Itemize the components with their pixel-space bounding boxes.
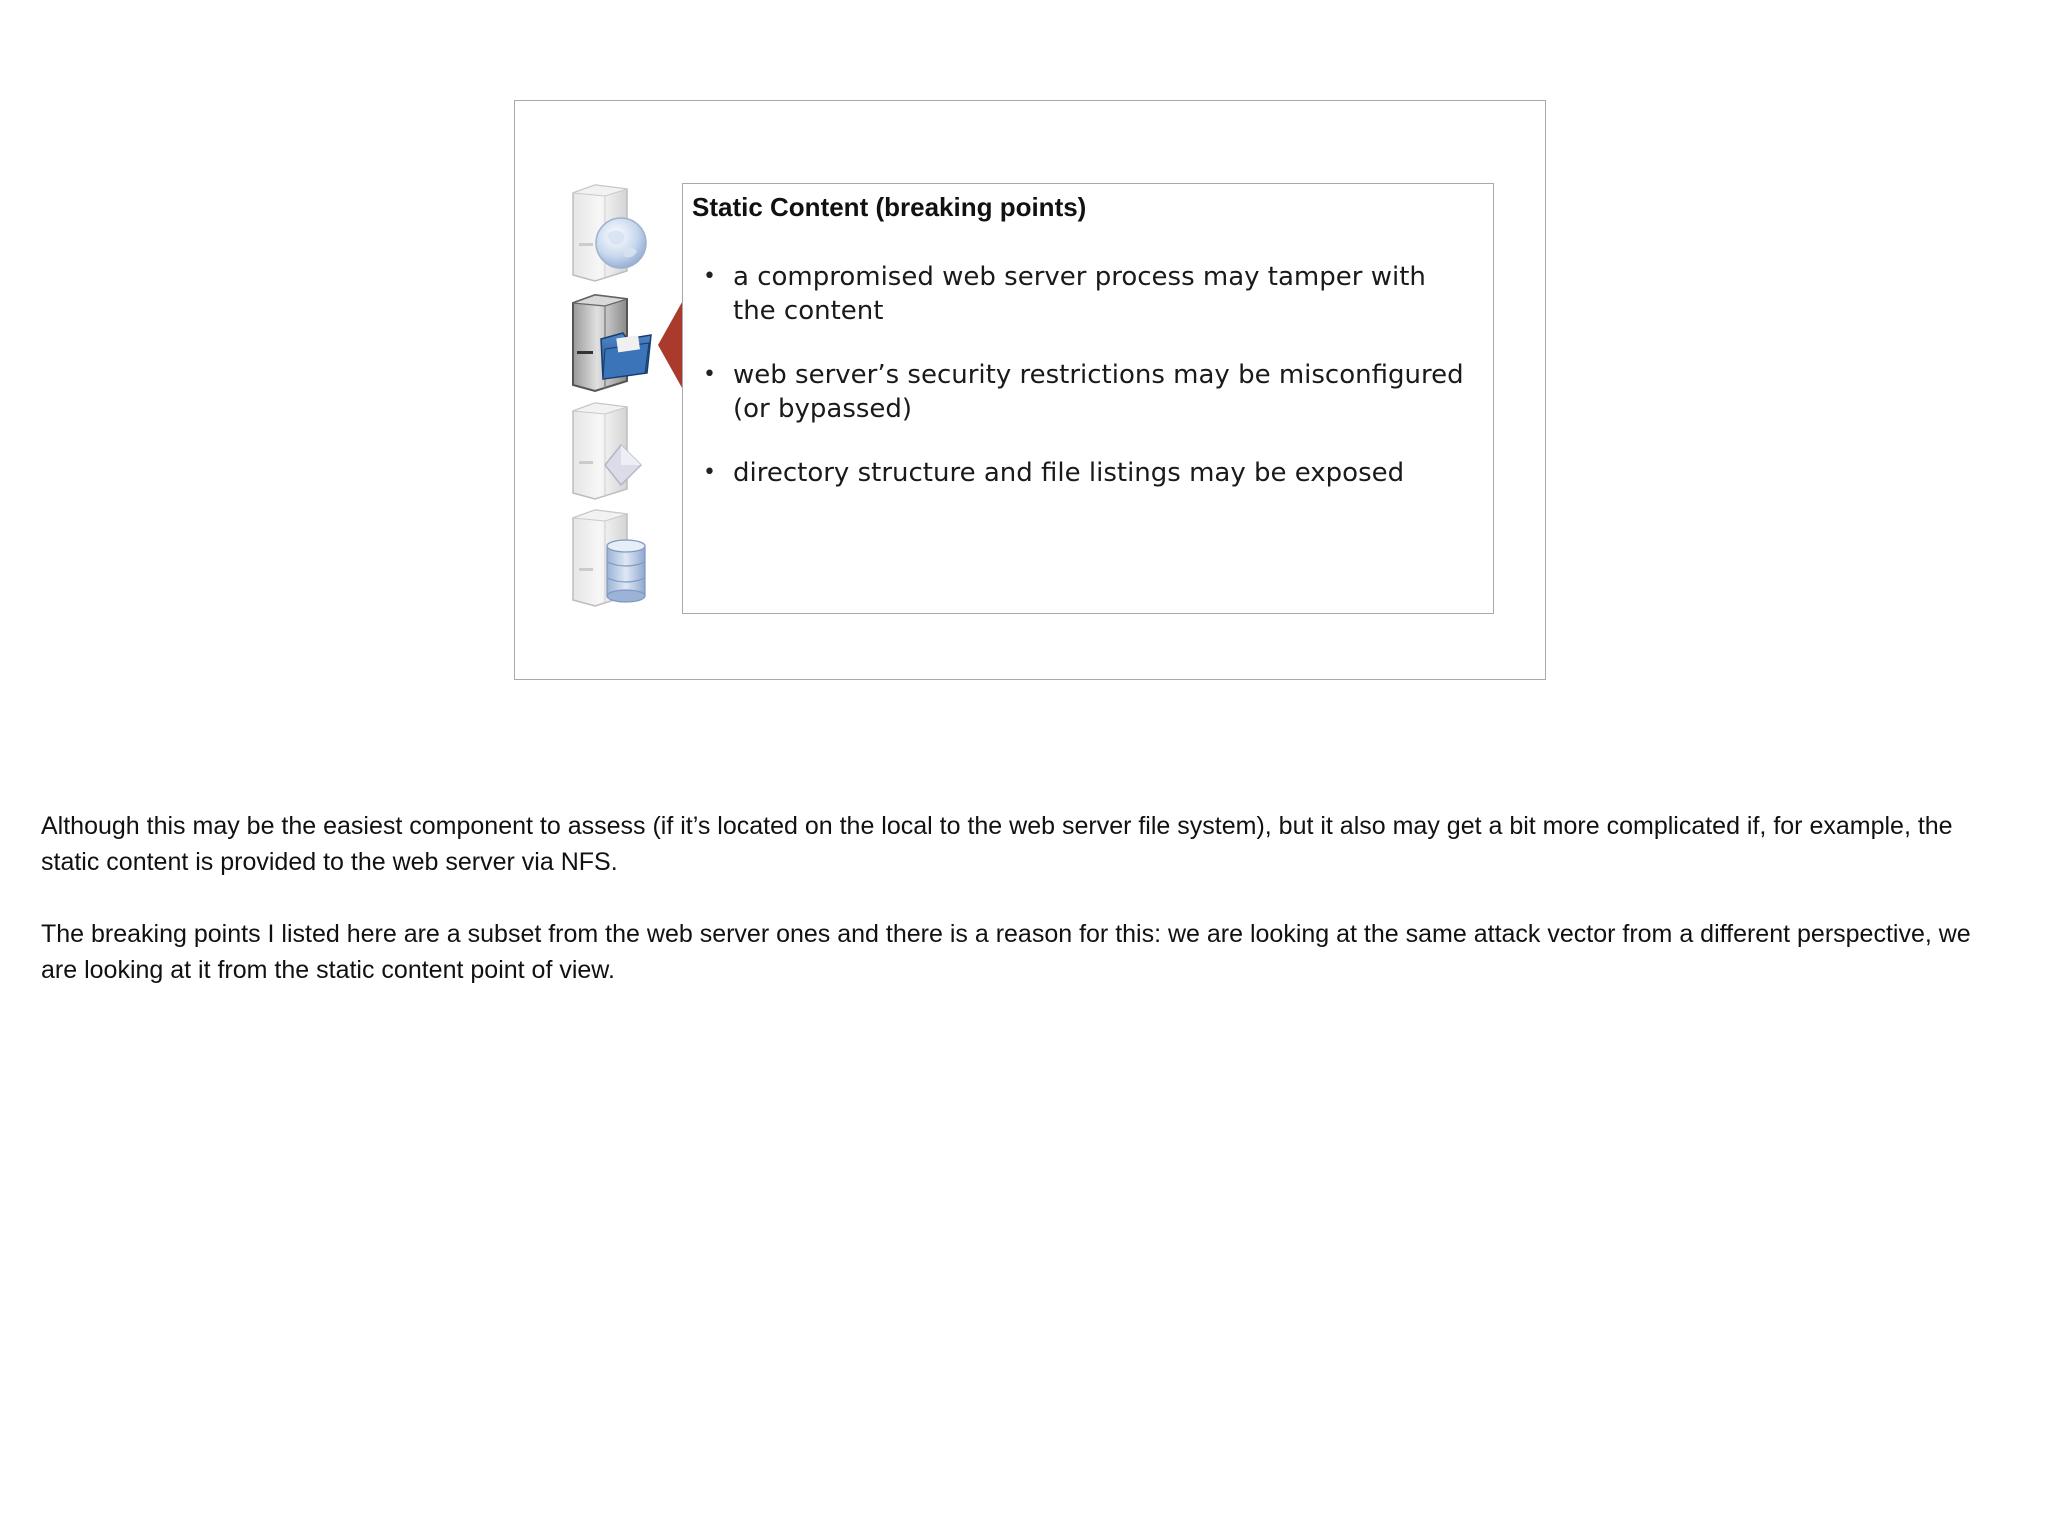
bullet-dot: • [703,362,716,387]
web-server-globe-icon [565,183,655,283]
bullet-dot: • [703,460,716,485]
bullet-list [703,260,1473,520]
static-content-folder-icon [565,293,655,393]
highlight-pointer-icon [650,295,686,395]
bullet-dot: • [703,264,716,289]
bullet-text: directory structure and file listings may be exposed [733,458,1405,488]
box-title: Static Content (breaking points) [692,192,1087,222]
bullet-item [703,456,1473,490]
app-server-diamond-icon [565,401,655,501]
notes-paragraph: Although this may be the easiest component to assess (if it’s located on the local to the web server file system), but it also may get a bit more complicated if, for example, the static content is provided to the web server via NFS. [41,812,1953,876]
bullet-item [703,260,1473,328]
database-server-icon [565,508,655,608]
speaker-notes [41,808,1981,1024]
notes-paragraph: The breaking points I listed here are a subset from the web server ones and there is a reason for this: we are looking at the same attack vector from a different perspective, we are looking at it from the static content point of view. [41,920,1971,984]
breaking-points-box [682,183,1494,614]
bullet-text: web server’s security restrictions may be misconfigured (or bypassed) [733,360,1464,424]
bullet-text: a compromised web server process may tamper with the content [733,262,1426,326]
server-icon-stack [565,183,655,608]
bullet-item [703,358,1473,426]
